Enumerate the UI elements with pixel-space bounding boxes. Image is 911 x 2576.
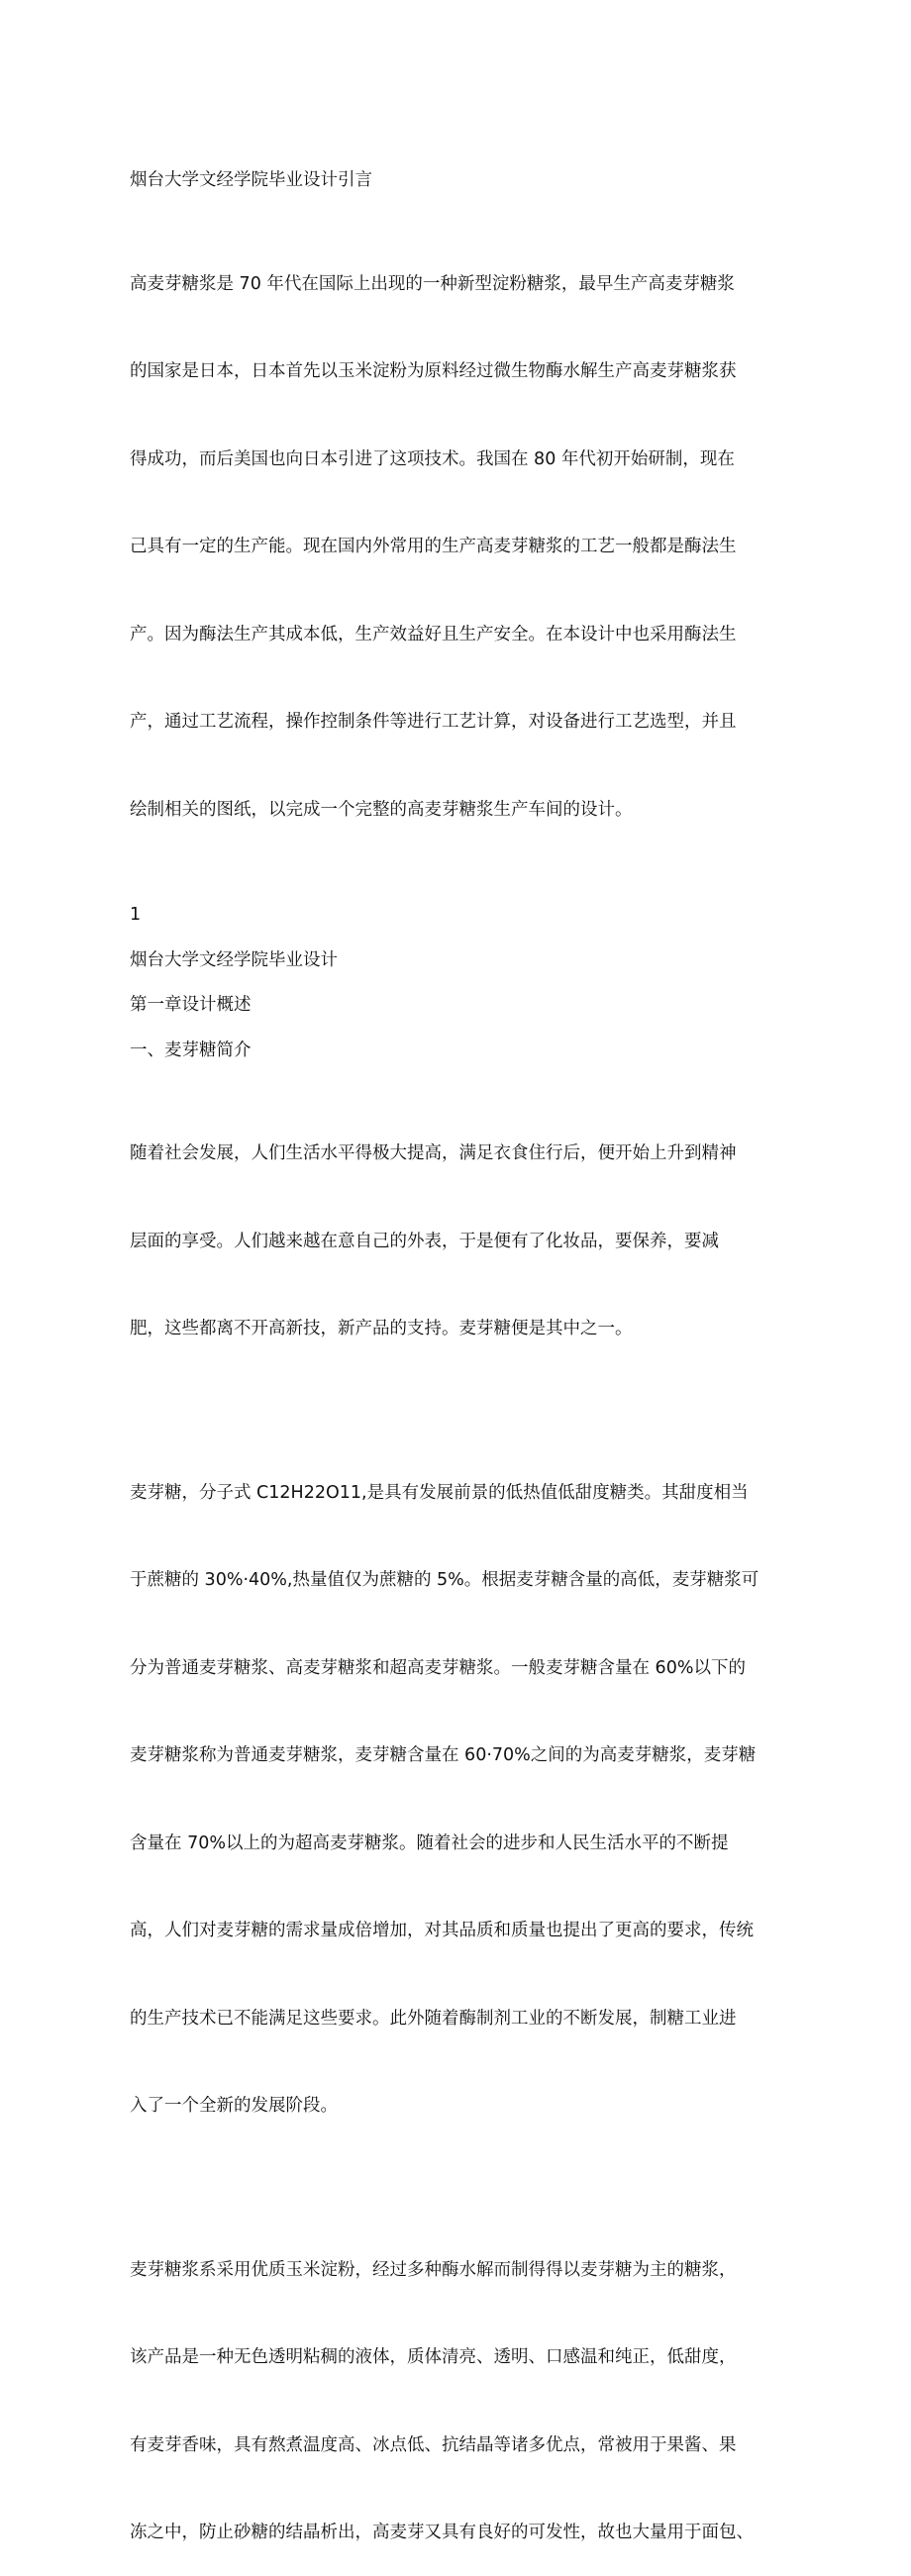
paragraph-line: 含量在 70%以上的为超高麦芽糖浆。随着社会的进步和人民生活水平的不断提 — [130, 1830, 793, 1859]
paragraph-line: 入了一个全新的发展阶段。 — [130, 2092, 793, 2122]
paragraph-line: 麦芽糖浆系采用优质玉米淀粉，经过多种酶水解而制得得以麦芽糖为主的糖浆， — [130, 2256, 793, 2286]
paragraph-line: 冻之中，防止砂糖的结晶析出，高麦芽又具有良好的可发性，故也大量用于面包、 — [130, 2519, 793, 2548]
intro-paragraph — [130, 212, 793, 884]
paragraph-line: 麦芽糖，分子式 C12H22O11,是具有发展前景的低热值低甜度糖类。其甜度相当 — [130, 1479, 793, 1509]
paragraph-syrup-description — [130, 2198, 793, 2576]
page-number: 1 — [130, 901, 793, 931]
paragraph-line: 的国家是日本，日本首先以玉米淀粉为原料经过微生物酶水解生产高麦芽糖浆获 — [130, 357, 793, 387]
running-header-chapter: 烟台大学文经学院毕业设计 — [130, 946, 793, 976]
paragraph-line: 高，人们对麦芽糖的需求量成倍增加，对其品质和质量也提出了更高的要求，传统 — [130, 1917, 793, 1946]
paragraph-line: 有麦芽香味，具有熬煮温度高、冰点低、抗结晶等诸多优点，常被用于果酱、果 — [130, 2431, 793, 2461]
paragraph-line: 随着社会发展，人们生活水平得极大提高，满足衣食住行后，便开始上升到精神 — [130, 1139, 793, 1169]
paragraph-line: 分为普通麦芽糖浆、高麦芽糖浆和超高麦芽糖浆。一般麦芽糖含量在 60%以下的 — [130, 1654, 793, 1684]
paragraph-line: 该产品是一种无色透明粘稠的液体，质体清亮、透明、口感温和纯正，低甜度， — [130, 2343, 793, 2373]
paragraph-line: 的生产技术已不能满足这些要求。此外随着酶制剂工业的不断发展，制糖工业进 — [130, 2005, 793, 2034]
paragraph-society — [130, 1081, 793, 1403]
paragraph-line: 于蔗糖的 30%·40%,热量值仅为蔗糖的 5%。根据麦芽糖含量的高低，麦芽糖浆可 — [130, 1566, 793, 1596]
paragraph-line: 产，通过工艺流程，操作控制条件等进行工艺计算，对设备进行工艺选型，并且 — [130, 708, 793, 738]
paragraph-line: 麦芽糖浆称为普通麦芽糖浆，麦芽糖含量在 60·70%之间的为高麦芽糖浆，麦芽糖 — [130, 1741, 793, 1771]
paragraph-line: 绘制相关的图纸，以完成一个完整的高麦芽糖浆生产车间的设计。 — [130, 796, 793, 826]
paragraph-line: 得成功，而后美国也向日本引进了这项技术。我国在 80 年代初开始研制，现在 — [130, 446, 793, 475]
paragraph-line: 己具有一定的生产能。现在国内外常用的生产高麦芽糖浆的工艺一般都是酶法生 — [130, 533, 793, 562]
document-page — [130, 166, 793, 2576]
section-title: 一、麦芽糖简介 — [130, 1037, 793, 1066]
paragraph-line: 产。因为酶法生产其成本低，生产效益好且生产安全。在本设计中也采用酶法生 — [130, 621, 793, 650]
chapter-title: 第一章设计概述 — [130, 991, 793, 1021]
running-header-intro: 烟台大学文经学院毕业设计引言 — [130, 166, 793, 196]
paragraph-line: 层面的享受。人们越来越在意自己的外表，于是便有了化妆品，要保养，要减 — [130, 1228, 793, 1257]
paragraph-maltose-definition — [130, 1421, 793, 2180]
paragraph-line: 肥，这些都离不开高新技，新产品的支持。麦芽糖便是其中之一。 — [130, 1315, 793, 1344]
paragraph-line: 高麦芽糖浆是 70 年代在国际上出现的一种新型淀粉糖浆，最早生产高麦芽糖浆 — [130, 270, 793, 300]
